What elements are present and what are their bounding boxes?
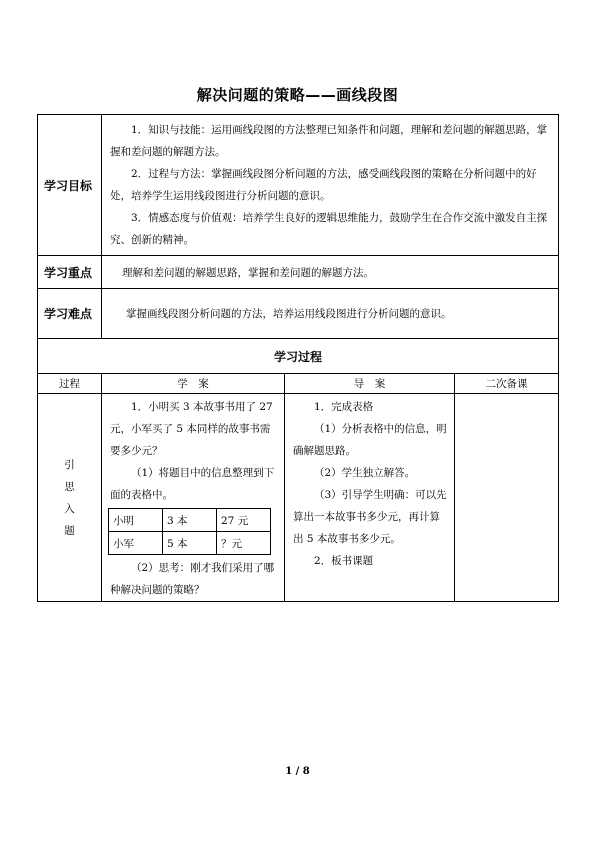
info-cost: ？元: [217, 532, 271, 555]
info-table: [108, 508, 271, 555]
info-name: 小军: [109, 532, 163, 555]
process-columns-row: [38, 374, 559, 394]
column-second-prep: 二次备课: [455, 374, 559, 394]
study-question: 1．小明买 3 本故事书用了 27 元，小军买了 5 本同样的故事书需要多少元？: [110, 401, 273, 457]
page-number: 1 / 8: [285, 766, 310, 777]
difficulties-text: 掌握画线段图分析问题的方法，培养运用线段图进行分析问题的意识。: [102, 289, 559, 339]
info-row: [109, 532, 271, 555]
objectives-row: [38, 115, 559, 256]
study-plan-cell: [102, 394, 285, 602]
info-count: 5 本: [163, 532, 217, 555]
study-step-2: （2）思考：刚才我们采用了哪种解决问题的策略？: [110, 562, 275, 596]
stage-label: 引 思 入 题: [38, 394, 102, 602]
guide-item: 1．完成表格: [314, 401, 374, 413]
guide-plan-cell: [285, 394, 455, 602]
info-row: [109, 509, 271, 532]
key-points-text: 理解和差问题的解题思路，掌握和差问题的解题方法。: [102, 256, 559, 289]
column-guide-plan: 导 案: [285, 374, 455, 394]
objective-item: 2．过程与方法：掌握画线段图分析问题的方法，感受画线段图的策略在分析问题中的好处，培养学生运用线段图进行分析问题的意识。: [110, 168, 537, 202]
difficulties-row: [38, 289, 559, 339]
guide-item: （3）引导学生明确：可以先算出一本故事书多少元，再计算出 5 本故事书多少元。: [293, 489, 447, 545]
process-heading: 学习过程: [38, 339, 559, 374]
info-count: 3 本: [163, 509, 217, 532]
info-name: 小明: [109, 509, 163, 532]
page-title: 解决问题的策略——画线段图: [196, 86, 399, 104]
column-study-plan: 学 案: [102, 374, 285, 394]
guide-item: 2．板书课题: [314, 555, 374, 567]
column-process: 过程: [38, 374, 102, 394]
key-points-row: [38, 256, 559, 289]
guide-item: （2）学生独立解答。: [314, 467, 416, 479]
objectives-content: [102, 115, 559, 256]
objective-item: 3．情感态度与价值观：培养学生良好的逻辑思维能力，鼓励学生在合作交流中激发自主探究、创新的精神。: [110, 212, 548, 246]
info-cost: 27 元: [217, 509, 271, 532]
lesson-plan-table: [37, 114, 559, 602]
objectives-label: 学习目标: [38, 115, 102, 256]
objective-item: 1．知识与技能：运用画线段图的方法整理已知条件和问题，理解和差问题的解题思路，掌握和差问题的解题方法。: [110, 124, 548, 158]
stage-row: [38, 394, 559, 602]
guide-item: （1）分析表格中的信息，明确解题思路。: [293, 423, 447, 457]
second-prep-cell: [455, 394, 559, 602]
process-heading-row: [38, 339, 559, 374]
difficulties-label: 学习难点: [38, 289, 102, 339]
key-points-label: 学习重点: [38, 256, 102, 289]
study-step-1: （1）将题目中的信息整理到下面的表格中。: [110, 467, 275, 501]
